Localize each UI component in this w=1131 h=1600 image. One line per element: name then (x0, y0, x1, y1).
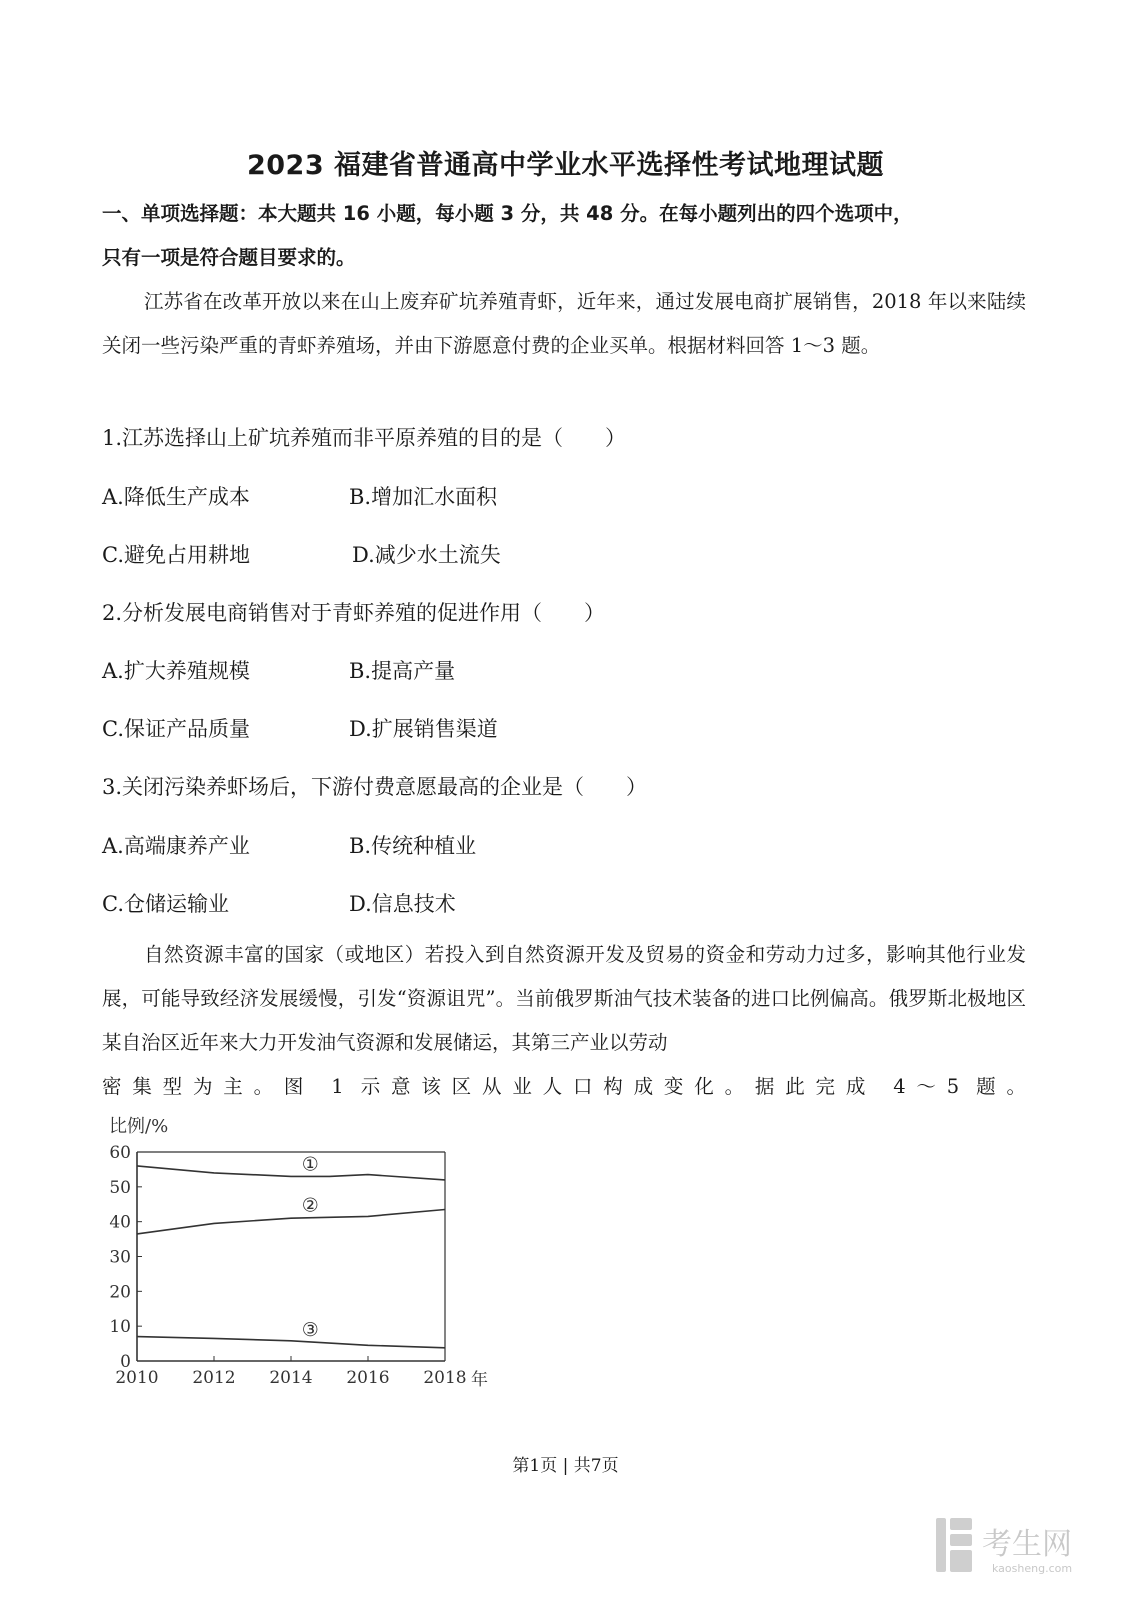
y-tick-label: 0 (120, 1352, 131, 1372)
y-tick-label: 50 (109, 1177, 131, 1198)
question-1-option-d: D.减少水土流失 (352, 543, 501, 567)
y-tick-label: 40 (109, 1212, 131, 1233)
kaosheng-watermark (930, 1508, 1110, 1588)
y-tick-label: 60 (109, 1143, 131, 1163)
question-1-option-a: A.降低生产成本 (102, 485, 250, 509)
series-line-3 (137, 1337, 445, 1348)
question-1-option-c: C.避免占用耕地 (102, 543, 250, 567)
series-label-1: ① (301, 1153, 319, 1176)
series-line-1 (137, 1166, 445, 1180)
question-2-option-b: B.提高产量 (349, 659, 456, 683)
series-label-3: ③ (301, 1318, 319, 1341)
passage-2: 自然资源丰富的国家（或地区）若投入到自然资源开发及贸易的资金和劳动力过多，影响其他行业发展，可能导致经济发展缓慢，引发“资源诅咒”。当前俄罗斯油气技术装备的进口比例偏高。俄罗斯北极地区某自治区近年来大力开发油气资源和发展储运，其第三产业以劳动 (102, 943, 1026, 1054)
page-title: 2023 福建省普通高中学业水平选择性考试地理试题 (246, 150, 885, 181)
passage-1: 江苏省在改革开放以来在山上废弃矿坑养殖青虾，近年来，通过发展电商扩展销售，2018 年以来陆续关闭一些污染严重的青虾养殖场，并由下游愿意付费的企业买单。根据材料回答 1～3 题。 (102, 290, 1026, 357)
y-tick-label: 10 (109, 1317, 131, 1338)
watermark-text: 考生网 (982, 1527, 1072, 1562)
page-footer: 第1页 | 共7页 (512, 1456, 619, 1476)
y-tick-label: 30 (109, 1247, 131, 1268)
series-line-2 (137, 1210, 445, 1234)
section-heading-line-2: 只有一项是符合题目要求的。 (102, 246, 356, 269)
x-tick-label: 2014 (269, 1368, 313, 1388)
question-3-option-b: B.传统种植业 (349, 834, 477, 858)
question-2-option-a: A.扩大养殖规模 (102, 659, 250, 683)
passage-2-last-line: 密集型为主。图 1 示意该区从业人口构成变化。据此完成 4～5 题。 (102, 1075, 1026, 1098)
question-2-option-d: D.扩展销售渠道 (349, 717, 498, 741)
watermark-url: kaosheng.com (992, 1562, 1073, 1575)
question-1-stem: 1.江苏选择山上矿坑养殖而非平原养殖的目的是（ ） (102, 426, 627, 450)
x-tick-label: 2012 (192, 1368, 236, 1388)
question-1-option-b: B.增加汇水面积 (349, 485, 498, 509)
x-tick-label: 2016 (346, 1368, 390, 1388)
question-3-option-c: C.仓储运输业 (102, 892, 229, 916)
y-tick-label: 20 (109, 1282, 131, 1303)
y-axis-label: 比例/% (109, 1116, 169, 1137)
watermark-logo-icon (936, 1518, 972, 1572)
x-tick-label: 2018 (423, 1368, 467, 1388)
x-tick-label: 2010 (115, 1368, 159, 1388)
question-3-option-d: D.信息技术 (349, 892, 456, 916)
series-label-2: ② (301, 1194, 319, 1217)
population-structure-line-chart (95, 1106, 505, 1406)
x-axis-unit-label: 年 (471, 1370, 488, 1390)
question-2-option-c: C.保证产品质量 (102, 717, 250, 741)
question-3-option-a: A.高端康养产业 (102, 834, 250, 858)
question-3-stem: 3.关闭污染养虾场后，下游付费意愿最高的企业是（ ） (102, 775, 648, 799)
question-2-stem: 2.分析发展电商销售对于青虾养殖的促进作用（ ） (102, 601, 606, 625)
section-heading-line-1: 一、单项选择题：本大题共 16 小题，每小题 3 分，共 48 分。在每小题列出的四个选项中， (102, 202, 913, 225)
